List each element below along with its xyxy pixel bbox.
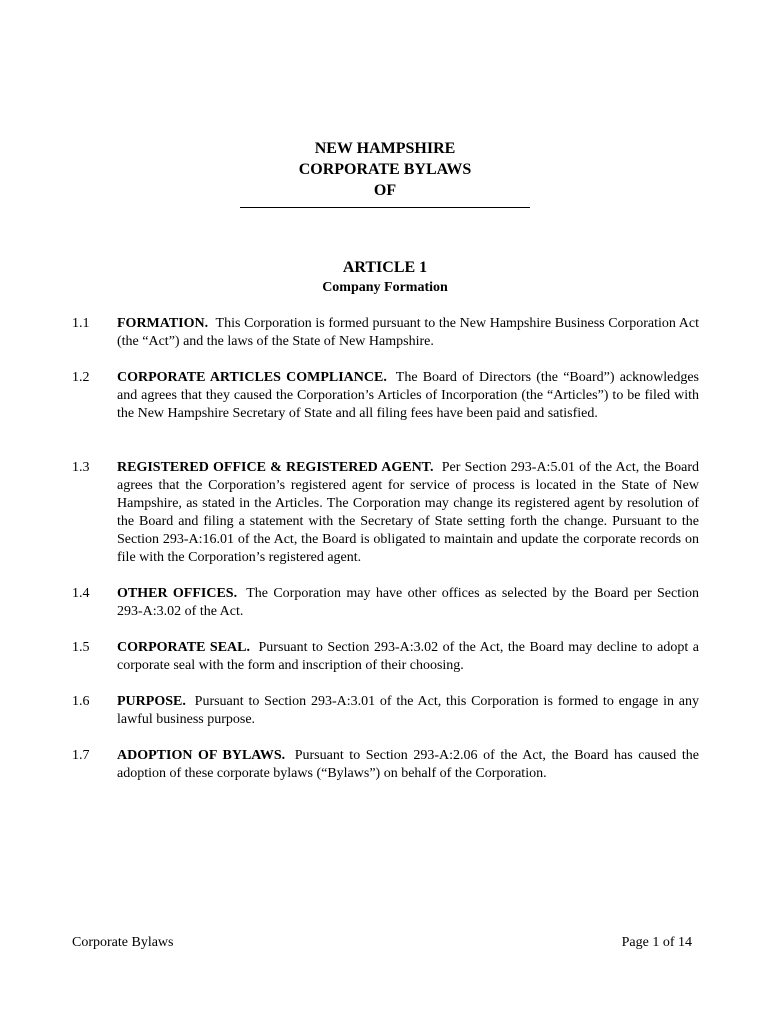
- section-number: 1.5: [72, 640, 90, 655]
- corporation-name-blank: [240, 207, 530, 208]
- section-body: [117, 693, 699, 729]
- section-heading: OTHER OFFICES.: [117, 586, 238, 601]
- section-purpose: [72, 693, 699, 729]
- section-number: 1.1: [72, 316, 90, 331]
- section-adoption-of-bylaws: [72, 747, 699, 783]
- section-body: [117, 369, 699, 423]
- section-formation: [72, 315, 699, 351]
- section-articles-compliance: [72, 369, 699, 423]
- section-body: [117, 315, 699, 351]
- section-text: The Board of Directors (the “Board”) acknowledges and agrees that they caused the Corporation’s Articles of Incorporation (the “Articles”) to be filed with the New Hampshire Secretary of State and all filing fees have been paid and satisfied.: [117, 370, 699, 421]
- section-text: Pursuant to Section 293-A:3.02 of the Act, the Board may decline to adopt a corporate seal with the form and inscription of their choosing.: [117, 640, 699, 673]
- section-body: [117, 585, 699, 621]
- title-line-bylaws: CORPORATE BYLAWS: [298, 161, 472, 178]
- section-number: 1.7: [72, 748, 90, 763]
- footer-page-number: Page 1 of 14: [621, 935, 692, 950]
- section-corporate-seal: [72, 639, 699, 675]
- section-heading: CORPORATE SEAL.: [117, 640, 250, 655]
- section-registered-agent: [72, 459, 699, 567]
- section-number: 1.2: [72, 370, 90, 385]
- section-heading: PURPOSE.: [117, 694, 186, 709]
- section-text: Per Section 293-A:5.01 of the Act, the Board agrees that the Corporation’s registered agent for service of process is located in the State of New Hampshire, as stated in the Articles. The Corporation may change its registered agent by resolution of the Board and filing a statement with the Secretary of State setting forth the change. Pursuant to the Section 293-A:16.01 of the Act, the Board is obligated to maintain and update the corporate records on file with the Corporation’s registered agent.: [117, 460, 700, 565]
- article-heading: [0, 258, 770, 297]
- section-number: 1.3: [72, 460, 90, 475]
- section-body: [117, 747, 699, 783]
- section-text: Pursuant to Section 293-A:3.01 of the Act, this Corporation is formed to engage in any lawful business purpose.: [117, 694, 699, 727]
- section-number: 1.4: [72, 586, 90, 601]
- article-title: ARTICLE 1: [342, 259, 428, 276]
- section-other-offices: [72, 585, 699, 621]
- footer-document-name: Corporate Bylaws: [72, 935, 174, 950]
- section-text: This Corporation is formed pursuant to the New Hampshire Business Corporation Act (the “Act”) and the laws of the State of New Hampshire.: [117, 316, 699, 349]
- section-heading: ADOPTION OF BYLAWS.: [117, 748, 286, 763]
- section-text: The Corporation may have other offices as selected by the Board per Section 293-A:3.02 of the Act.: [117, 586, 699, 619]
- document-title: [0, 138, 770, 208]
- section-heading: CORPORATE ARTICLES COMPLIANCE.: [117, 370, 387, 385]
- section-body: [117, 639, 699, 675]
- article-subtitle: Company Formation: [322, 280, 448, 295]
- section-body: [117, 459, 699, 567]
- section-heading: FORMATION.: [117, 316, 209, 331]
- title-line-of: OF: [373, 182, 397, 199]
- section-number: 1.6: [72, 694, 90, 709]
- section-heading: REGISTERED OFFICE & REGISTERED AGENT.: [117, 460, 434, 475]
- title-line-state: NEW HAMPSHIRE: [314, 140, 456, 157]
- section-text: Pursuant to Section 293-A:2.06 of the Act, the Board has caused the adoption of these corporate bylaws (“Bylaws”) on behalf of the Corporation.: [117, 748, 699, 781]
